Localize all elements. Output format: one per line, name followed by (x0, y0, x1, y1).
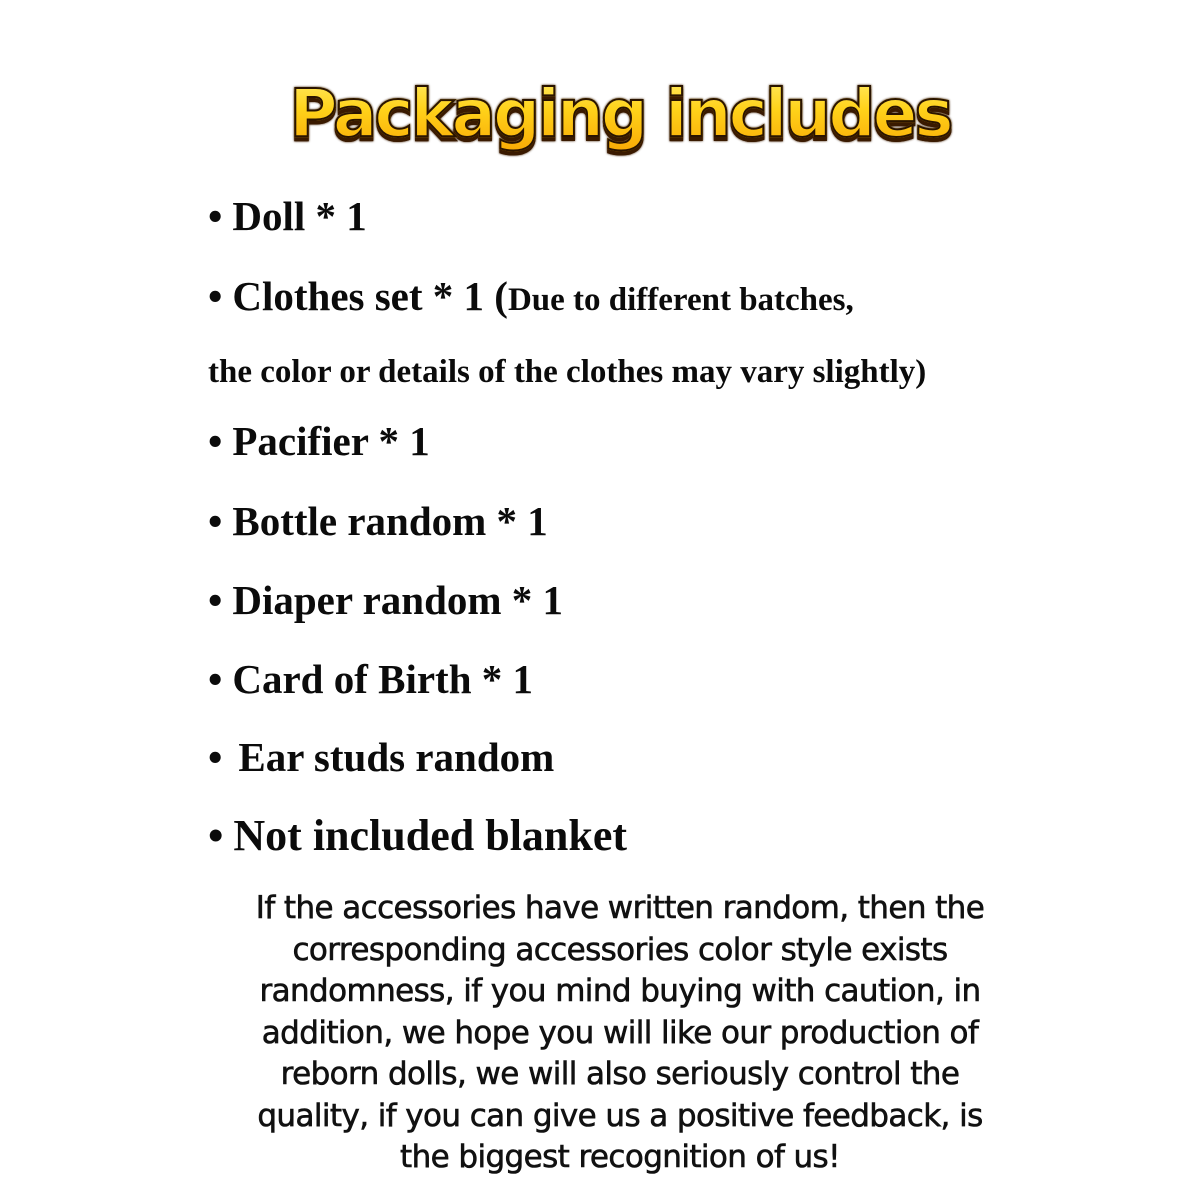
item-label: Pacifier * 1 (232, 418, 430, 464)
list-item-diaper (208, 574, 563, 626)
notice-line: If the accessories have written random, then the (255, 890, 985, 926)
item-label: Bottle random * 1 (232, 498, 548, 544)
notice-line: quality, if you can give us a positive feedback, is (257, 1097, 983, 1134)
list-item-doll (208, 190, 367, 242)
list-item-bottle (208, 495, 548, 547)
page-title: Packaging includes (0, 66, 1200, 162)
list-item-pacifier (208, 415, 430, 467)
random-accessories-notice (170, 888, 1070, 1179)
bullet: • (208, 498, 223, 544)
bullet: • (208, 734, 223, 780)
list-item-card-of-birth (208, 653, 533, 705)
bullet: • (208, 656, 223, 702)
notice-line: addition, we hope you will like our production of (261, 1014, 979, 1051)
list-item-blanket (208, 810, 627, 862)
list-item-clothes-set (208, 270, 854, 326)
notice-line: reborn dolls, we will also seriously control the (280, 1056, 960, 1092)
notice-line: randomness, if you mind buying with caution, in (259, 973, 981, 1009)
clothes-note-continuation: the color or details of the clothes may vary slightly) (208, 354, 927, 390)
item-label: Clothes set * 1 ( (232, 273, 508, 319)
item-label: Card of Birth * 1 (232, 656, 534, 702)
list-item-ear-studs (208, 731, 554, 783)
item-label: Ear studs random (238, 734, 555, 780)
item-note: Due to different batches, (507, 282, 854, 318)
bullet: • (208, 577, 223, 623)
notice-line: the biggest recognition of us! (400, 1139, 840, 1175)
bullet: • (208, 418, 223, 464)
item-label: Diaper random * 1 (232, 577, 564, 623)
item-label: Doll * 1 (232, 193, 367, 239)
bullet: • (208, 273, 223, 319)
bullet: • (208, 193, 223, 239)
notice-line: corresponding accessories color style exists (292, 931, 948, 968)
bullet: • (208, 811, 224, 860)
item-label: Not included blanket (233, 811, 628, 860)
